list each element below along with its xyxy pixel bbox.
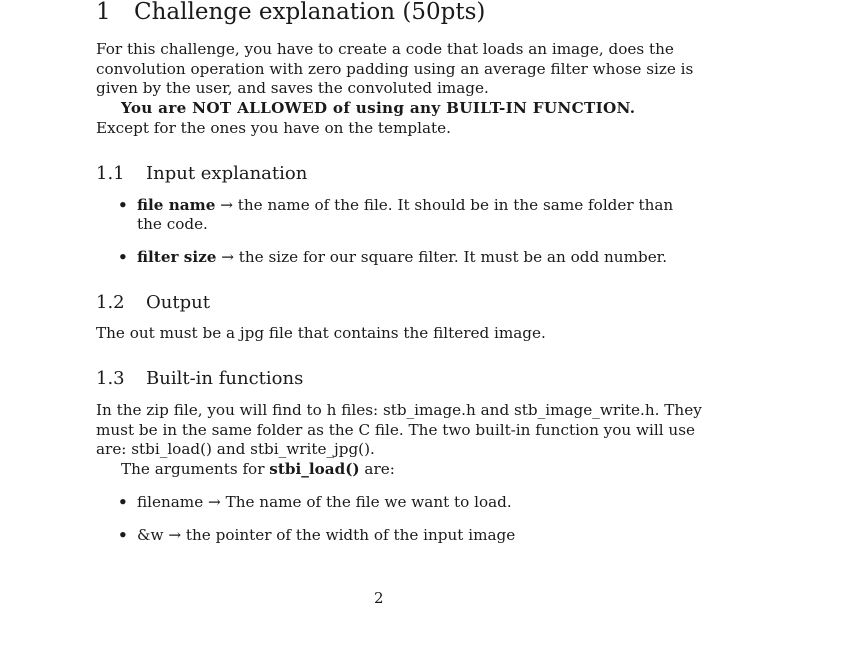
bullet-text: → the size for our square filter. It must be an odd number. <box>216 248 668 266</box>
section-1-paragraph-line-3: given by the user, and saves the convoluted image. <box>96 79 489 97</box>
section-1-3-paragraph-line-2: must be in the same folder as the C file. The two built-in function you will use <box>96 421 695 439</box>
bullet-text: → the name of the file. It should be in the same folder than <box>215 196 674 214</box>
input-bullet-filter-size <box>118 248 667 268</box>
section-1-3-number: 1.3 <box>96 368 125 389</box>
section-1-1-title: Input explanation <box>146 163 308 184</box>
bullet-term: filter size <box>137 248 217 266</box>
section-1-title: Challenge explanation (50pts) <box>134 0 486 25</box>
section-1-3-title: Built-in functions <box>146 368 304 389</box>
section-1-2-number: 1.2 <box>96 292 125 313</box>
section-1-paragraph-line-1: For this challenge, you have to create a code that loads an image, does the <box>96 40 674 58</box>
args-bullet-filename <box>118 493 512 513</box>
args-prefix: The arguments for <box>121 460 270 478</box>
bullet-dot: • <box>118 526 128 544</box>
args-bullet-width <box>118 526 515 546</box>
bullet-text: filename → The name of the file we want to load. <box>137 493 512 511</box>
section-1-1-number: 1.1 <box>96 163 125 184</box>
section-1-warning: You are NOT ALLOWED of using any BUILT-IN FUNCTION. <box>121 99 636 117</box>
section-1-heading <box>96 0 485 25</box>
bullet-text: &w → the pointer of the width of the input image <box>137 526 516 544</box>
section-1-paragraph-line-2: convolution operation with zero padding using an average filter whose size is <box>96 60 694 78</box>
args-suffix: are: <box>359 460 395 478</box>
args-function: stbi_load() <box>269 460 360 478</box>
section-1-1-heading <box>96 163 307 184</box>
bullet-dot: • <box>118 493 128 511</box>
section-1-3-args-line <box>121 460 395 480</box>
section-1-3-paragraph-line-1: In the zip file, you will find to h files: stb_image.h and stb_image_write.h. They <box>96 401 702 419</box>
bullet-term: file name <box>137 196 216 214</box>
bullet-dot: • <box>118 196 128 214</box>
section-1-2-text: The out must be a jpg file that contains the filtered image. <box>96 324 546 342</box>
section-1-number: 1 <box>96 0 111 25</box>
section-1-except-line: Except for the ones you have on the template. <box>96 119 451 137</box>
section-1-3-paragraph-line-3: are: stbi_load() and stbi_write_jpg(). <box>96 440 375 458</box>
bullet-dot: • <box>118 248 128 266</box>
page-number: 2 <box>374 589 384 607</box>
section-1-2-title: Output <box>146 292 210 313</box>
section-1-2-heading <box>96 292 210 313</box>
section-1-3-heading <box>96 368 303 389</box>
input-bullet-file-name-continued: the code. <box>137 215 208 233</box>
input-bullet-file-name <box>118 196 673 216</box>
